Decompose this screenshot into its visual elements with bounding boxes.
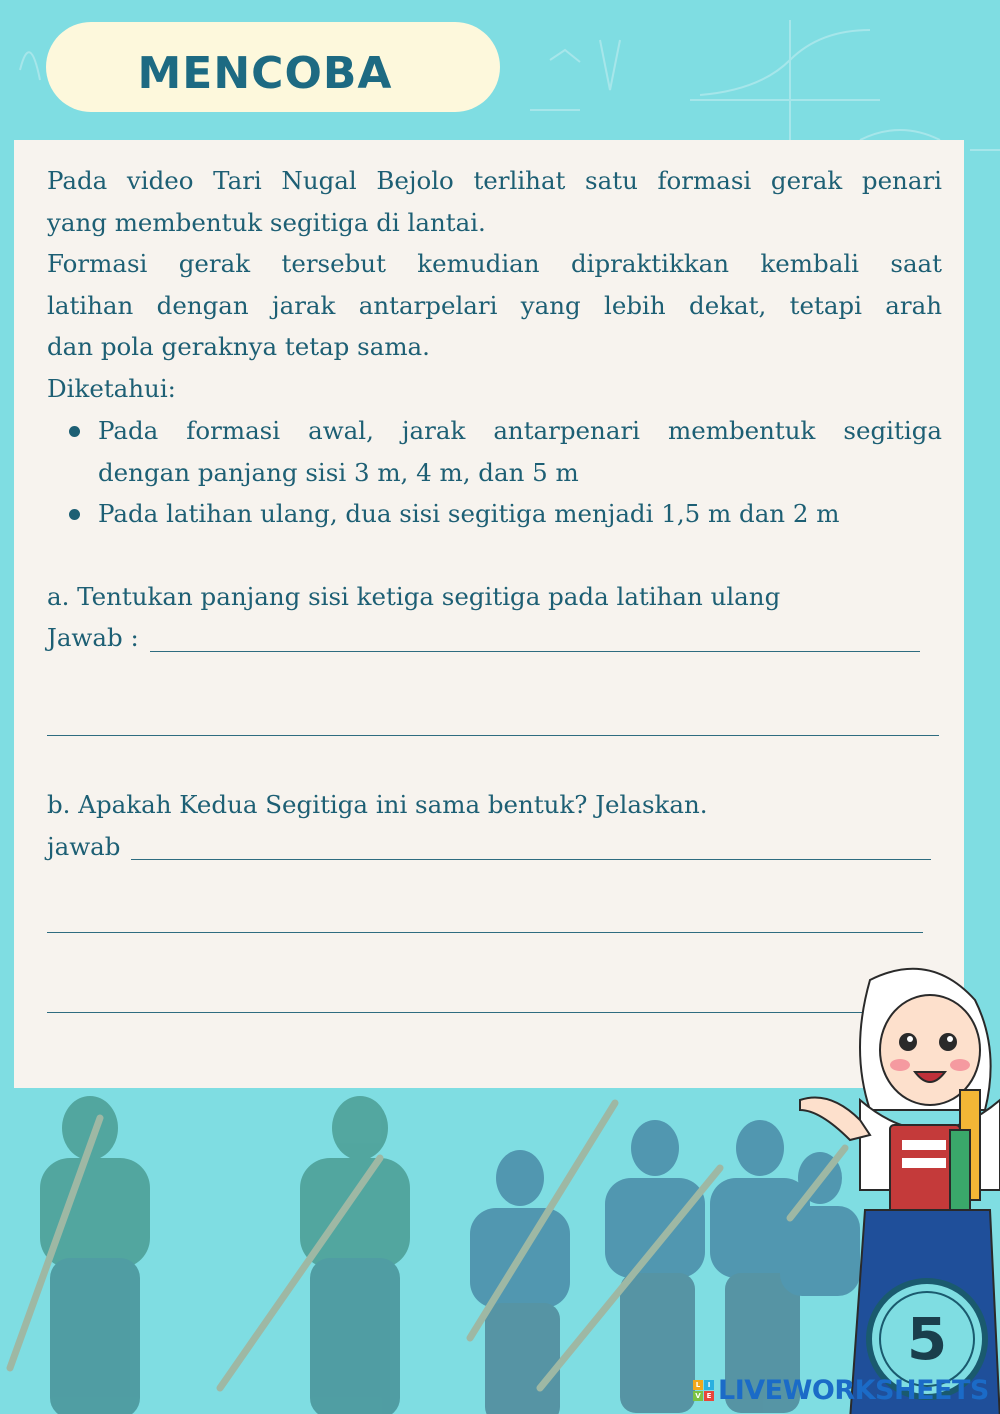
intro-line-1: Pada video Tari Nugal Bejolo terlihat satu formasi gerak penari: [47, 166, 942, 195]
logo-letter-i: I: [704, 1380, 714, 1390]
known-label: Diketahui:: [47, 374, 176, 403]
context-line-3: dan pola geraknya tetap sama.: [47, 332, 430, 361]
liveworksheets-text: LIVEWORKSHEETS: [718, 1374, 989, 1406]
answer-b-line-2[interactable]: [47, 932, 923, 933]
answer-a-line-2[interactable]: [47, 735, 939, 736]
known-item-1-line-2: dengan panjang sisi 3 m, 4 m, dan 5 m: [98, 457, 579, 487]
answer-a-line-1[interactable]: [150, 651, 920, 652]
context-line-2: latihan dengan jarak antarpelari yang lebih dekat, tetapi arah: [47, 291, 942, 320]
answer-a-label: Jawab :: [47, 623, 139, 652]
list-item: [47, 493, 942, 535]
answer-b-line-3[interactable]: [47, 1012, 870, 1013]
question-a: a. Tentukan panjang sisi ketiga segitiga pada latihan ulang: [47, 582, 781, 611]
known-item-1-line-1: Pada formasi awal, jarak antarpenari membentuk segitiga: [98, 416, 942, 445]
intro-line-2: yang membentuk segitiga di lantai.: [47, 208, 486, 237]
bullet-icon: [69, 509, 80, 520]
known-list: [47, 410, 942, 535]
answer-b-label: jawab: [47, 832, 121, 861]
question-b: b. Apakah Kedua Segitiga ini sama bentuk? Jelaskan.: [47, 790, 708, 819]
logo-letter-l: L: [693, 1380, 703, 1390]
logo-letter-v: V: [693, 1391, 703, 1401]
bullet-icon: [69, 426, 80, 437]
page-number: 5: [879, 1291, 975, 1387]
liveworksheets-logo: [693, 1374, 989, 1406]
liveworksheets-icon: [693, 1380, 714, 1401]
logo-letter-e: E: [704, 1391, 714, 1401]
answer-b-line-1[interactable]: [131, 859, 931, 860]
known-item-2-line-1: Pada latihan ulang, dua sisi segitiga menjadi 1,5 m dan 2 m: [98, 499, 840, 528]
list-item: [47, 410, 942, 493]
context-line-1: Formasi gerak tersebut kemudian dipraktikkan kembali saat: [47, 249, 942, 278]
page-title: MENCOBA: [137, 48, 393, 99]
